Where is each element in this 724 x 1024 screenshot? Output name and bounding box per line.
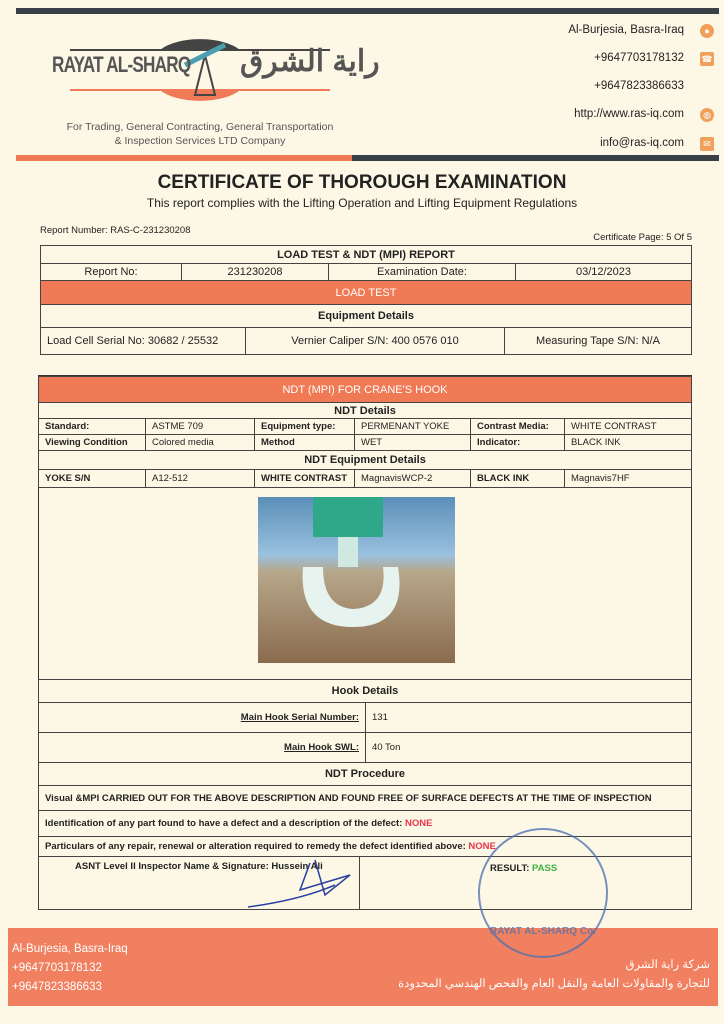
company-stamp	[478, 828, 608, 958]
email-link[interactable]: info@ras-iq.com	[600, 137, 684, 149]
ndt-header: NDT (MPI) FOR CRANE'S HOOK	[38, 376, 692, 403]
viewing-condition-label: Viewing Condition	[38, 434, 146, 451]
tagline-line: For Trading, General Contracting, General Transportation	[66, 121, 334, 133]
website-link[interactable]: http://www.ras-iq.com	[574, 108, 684, 120]
method-value: WET	[354, 434, 471, 451]
footer-address: Al-Burjesia, Basra-Iraq	[12, 943, 128, 955]
globe-icon: ◍	[700, 108, 714, 122]
brand-name: RAYAT AL-SHARQ	[52, 52, 191, 77]
divider-dark	[352, 155, 719, 161]
measuring-tape-serial: Measuring Tape S/N: N/A	[504, 327, 692, 355]
method-label: Method	[254, 434, 355, 451]
inspector-signature-cell: ASNT Level II Inspector Name & Signature: Hussein Ali	[38, 856, 360, 910]
white-contrast-label: WHITE CONTRAST	[254, 469, 355, 488]
brand-name-arabic: راية الشرق	[240, 45, 380, 78]
indicator-label: Indicator:	[470, 434, 565, 451]
equipment-details-header: Equipment Details	[40, 304, 692, 328]
ndt-equipment-header: NDT Equipment Details	[38, 450, 692, 470]
contrast-media-label: Contrast Media:	[470, 418, 565, 435]
black-ink-label: BLACK INK	[470, 469, 565, 488]
repair-value: NONE	[468, 841, 496, 852]
hook-photo	[258, 497, 455, 663]
repair-label: Particulars of any repair, renewal or alteration required to remedy the defect identified above:	[45, 841, 466, 852]
mail-icon: ✉	[700, 137, 714, 151]
address: Al-Burjesia, Basra-Iraq	[568, 24, 684, 36]
defect-value: NONE	[404, 818, 433, 829]
equipment-type-value: PERMENANT YOKE	[354, 418, 471, 435]
stamp-text: RAYAT AL-SHARQ Co.	[490, 926, 596, 937]
location-icon: ●	[700, 24, 714, 38]
hook-details-header: Hook Details	[38, 679, 692, 703]
footer-phone-2: +9647823386633	[12, 981, 102, 993]
defect-label: Identification of any part found to have a defect and a description of the defect:	[45, 818, 403, 829]
load-cell-serial: Load Cell Serial No: 30682 / 25532	[40, 327, 246, 355]
footer-arabic-line: شركة راية الشرق	[625, 959, 710, 971]
standard-label: Standard:	[38, 418, 146, 435]
report-header: LOAD TEST & NDT (MPI) REPORT	[40, 245, 692, 264]
report-no-label: Report No:	[40, 263, 182, 281]
result-label: RESULT:	[490, 863, 530, 874]
footer-contact	[12, 940, 128, 997]
footer-arabic	[398, 956, 710, 994]
inspector-signature	[240, 855, 370, 915]
vernier-caliper-serial: Vernier Caliper S/N: 400 0576 010	[245, 327, 505, 355]
standard-value: ASTME 709	[145, 418, 255, 435]
tagline-line: & Inspection Services LTD Company	[114, 135, 286, 147]
yoke-label: YOKE S/N	[38, 469, 146, 488]
result-value: PASS	[532, 863, 558, 874]
report-number: Report Number: RAS-C-231230208	[40, 225, 191, 236]
load-test-header: LOAD TEST	[40, 280, 692, 305]
procedure-text: Visual &MPI CARRIED OUT FOR THE ABOVE DESCRIPTION AND FOUND FREE OF SURFACE DEFECTS AT THE TIME OF INSPECTION	[38, 785, 692, 811]
footer-arabic-line: للتجارة والمقاولات العامة والنقل العام والفحص الهندسي المحدودة	[398, 978, 710, 990]
certificate-page: Certificate Page: 5 Of 5	[593, 232, 692, 243]
hook-swl-label: Main Hook SWL:	[38, 732, 366, 763]
divider-orange	[16, 155, 352, 161]
ndt-details-header: NDT Details	[38, 402, 692, 419]
equipment-type-label: Equipment type:	[254, 418, 355, 435]
footer-phone-1: +9647703178132	[12, 962, 102, 974]
hook-serial-label: Main Hook Serial Number:	[38, 702, 366, 733]
defect-row	[38, 810, 692, 837]
yoke-value: A12-512	[145, 469, 255, 488]
phone-1: +9647703178132	[594, 52, 684, 64]
indicator-value: BLACK INK	[564, 434, 692, 451]
page-title: CERTIFICATE OF THOROUGH EXAMINATION	[157, 172, 567, 193]
viewing-condition-value: Colored media	[145, 434, 255, 451]
tagline	[40, 120, 360, 148]
exam-date-label: Examination Date:	[328, 263, 516, 281]
top-bar	[16, 8, 719, 14]
phone-icon: ☎	[701, 54, 713, 64]
page-subtitle: This report complies with the Lifting Operation and Lifting Equipment Regulations	[146, 196, 578, 210]
black-ink-value: Magnavis7HF	[564, 469, 692, 488]
hook-serial-value: 131	[365, 702, 692, 733]
hook-swl-value: 40 Ton	[365, 732, 692, 763]
contrast-media-value: WHITE CONTRAST	[564, 418, 692, 435]
phone-2: +9647823386633	[594, 80, 684, 92]
white-contrast-value: MagnavisWCP-2	[354, 469, 471, 488]
exam-date-value: 03/12/2023	[515, 263, 692, 281]
ndt-procedure-header: NDT Procedure	[38, 762, 692, 786]
report-no-value: 231230208	[181, 263, 329, 281]
